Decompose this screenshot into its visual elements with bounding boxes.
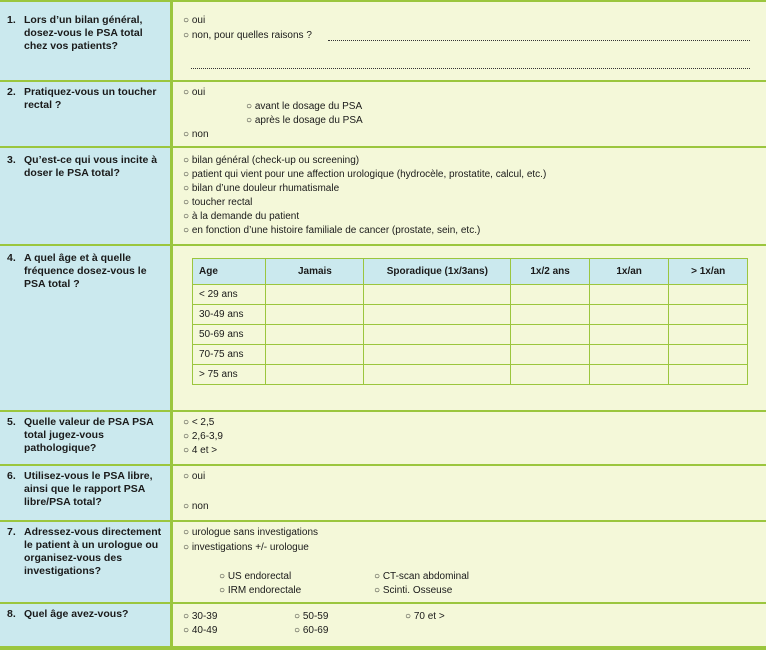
answer-cell	[173, 2, 766, 80]
question-text: Quelle valeur de PSA PSA total jugez-vous pathologique?	[24, 416, 154, 454]
question-number: 2.	[7, 86, 16, 98]
table-cell[interactable]	[669, 285, 748, 305]
option-oui[interactable]: ○ oui	[183, 471, 206, 482]
table-cell[interactable]	[669, 365, 748, 385]
question-number: 5.	[7, 416, 16, 428]
question-number: 6.	[7, 470, 16, 482]
table-cell[interactable]	[589, 365, 669, 385]
option-irm-endorectale[interactable]: ○ IRM endorectale	[219, 585, 302, 596]
table-cell[interactable]	[511, 325, 590, 345]
question-number: 1.	[7, 14, 16, 26]
table-cell[interactable]	[589, 325, 669, 345]
table-cell[interactable]	[364, 285, 511, 305]
question-number: 4.	[7, 252, 16, 264]
table-cell[interactable]	[669, 345, 748, 365]
option-60-69[interactable]: ○ 60-69	[294, 625, 329, 636]
question-2-row	[0, 80, 766, 146]
question-number: 7.	[7, 526, 16, 538]
option-non-raisons[interactable]: ○ non, pour quelles raisons ?	[183, 30, 312, 41]
question-text: Lors d’un bilan général, dosez-vous le PSA total chez vos patients?	[24, 14, 143, 52]
question-text: Utilisez-vous le PSA libre, ainsi que le rapport PSA libre/PSA total?	[24, 470, 153, 508]
option-investigations-urologue[interactable]: ○ investigations +/- urologue	[183, 542, 309, 553]
column-header: > 1x/an	[669, 259, 748, 285]
option-demande-patient[interactable]: ○ à la demande du patient	[183, 211, 300, 222]
age-label: < 29 ans	[193, 285, 266, 305]
option-apres-dosage[interactable]: ○ après le dosage du PSA	[246, 115, 363, 126]
option-4-et-plus[interactable]: ○ 4 et >	[183, 445, 218, 456]
table-cell[interactable]	[589, 345, 669, 365]
table-cell[interactable]	[364, 345, 511, 365]
table-cell[interactable]	[266, 285, 364, 305]
question-6-row	[0, 464, 766, 520]
question-number: 3.	[7, 154, 16, 166]
table-cell[interactable]	[669, 305, 748, 325]
option-non[interactable]: ○ non	[183, 129, 209, 140]
option-70-et-plus[interactable]: ○ 70 et >	[405, 611, 445, 622]
column-header: Jamais	[266, 259, 364, 285]
table-cell[interactable]	[511, 285, 590, 305]
table-cell[interactable]	[364, 365, 511, 385]
option-oui[interactable]: ○ oui	[183, 15, 206, 26]
table-row	[193, 305, 748, 325]
column-header: Age	[193, 259, 266, 285]
table-cell[interactable]	[266, 345, 364, 365]
age-label: 30-49 ans	[193, 305, 266, 325]
age-label: 70-75 ans	[193, 345, 266, 365]
option-us-endorectal[interactable]: ○ US endorectal	[219, 571, 292, 582]
table-cell[interactable]	[589, 305, 669, 325]
option-50-59[interactable]: ○ 50-59	[294, 611, 329, 622]
table-row	[193, 345, 748, 365]
question-3-row	[0, 146, 766, 244]
table-cell[interactable]	[511, 345, 590, 365]
question-number: 8.	[7, 608, 16, 620]
question-cell	[0, 2, 170, 80]
table-cell[interactable]	[669, 325, 748, 345]
table-cell[interactable]	[364, 325, 511, 345]
column-header: 1x/2 ans	[511, 259, 590, 285]
table-cell[interactable]	[511, 305, 590, 325]
question-5-row	[0, 410, 766, 464]
option-histoire-familiale[interactable]: ○ en fonction d’une histoire familiale de cancer (prostate, sein, etc.)	[183, 225, 481, 236]
option-oui[interactable]: ○ oui	[183, 87, 206, 98]
table-cell[interactable]	[589, 285, 669, 305]
option-scinti-osseuse[interactable]: ○ Scinti. Osseuse	[374, 585, 453, 596]
question-1-row	[0, 0, 766, 80]
table-row	[193, 325, 748, 345]
option-douleur-rhumatismale[interactable]: ○ bilan d’une douleur rhumatismale	[183, 183, 340, 194]
table-row	[193, 285, 748, 305]
option-2-6-3-9[interactable]: ○ 2,6-3,9	[183, 431, 223, 442]
option-40-49[interactable]: ○ 40-49	[183, 625, 218, 636]
table-cell[interactable]	[266, 325, 364, 345]
column-header: 1x/an	[589, 259, 669, 285]
table-cell[interactable]	[266, 365, 364, 385]
option-urologue-sans-investigations[interactable]: ○ urologue sans investigations	[183, 527, 319, 538]
option-ct-scan[interactable]: ○ CT-scan abdominal	[374, 571, 469, 582]
question-text: Pratiquez-vous un toucher rectal ?	[24, 86, 157, 111]
answer-line[interactable]	[328, 40, 750, 41]
age-label: 50-69 ans	[193, 325, 266, 345]
option-avant-dosage[interactable]: ○ avant le dosage du PSA	[246, 101, 363, 112]
table-header-row	[193, 259, 748, 285]
bottom-border	[0, 646, 766, 650]
table-cell[interactable]	[364, 305, 511, 325]
frequency-table	[192, 258, 748, 385]
question-8-row	[0, 602, 766, 646]
option-30-39[interactable]: ○ 30-39	[183, 611, 218, 622]
table-cell[interactable]	[266, 305, 364, 325]
column-header: Sporadique (1x/3ans)	[364, 259, 511, 285]
table-row	[193, 365, 748, 385]
option-non[interactable]: ○ non	[183, 501, 209, 512]
question-text: Adressez-vous directement le patient à un urologue ou organisez-vous des investigations?	[24, 526, 162, 577]
question-7-row	[0, 520, 766, 602]
option-lt-2-5[interactable]: ○ < 2,5	[183, 417, 215, 428]
option-toucher-rectal[interactable]: ○ toucher rectal	[183, 197, 253, 208]
question-text: Quel âge avez-vous?	[24, 608, 129, 620]
age-label: > 75 ans	[193, 365, 266, 385]
question-text: Qu’est-ce qui vous incite à doser le PSA total?	[24, 154, 158, 179]
option-bilan-general[interactable]: ○ bilan général (check-up ou screening)	[183, 155, 360, 166]
option-affection-urologique[interactable]: ○ patient qui vient pour une affection urologique (hydrocèle, prostatite, calcul, etc.)	[183, 169, 547, 180]
table-cell[interactable]	[511, 365, 590, 385]
question-text: A quel âge et à quelle fréquence dosez-vous le PSA total ?	[24, 252, 147, 290]
answer-line[interactable]	[191, 68, 750, 69]
